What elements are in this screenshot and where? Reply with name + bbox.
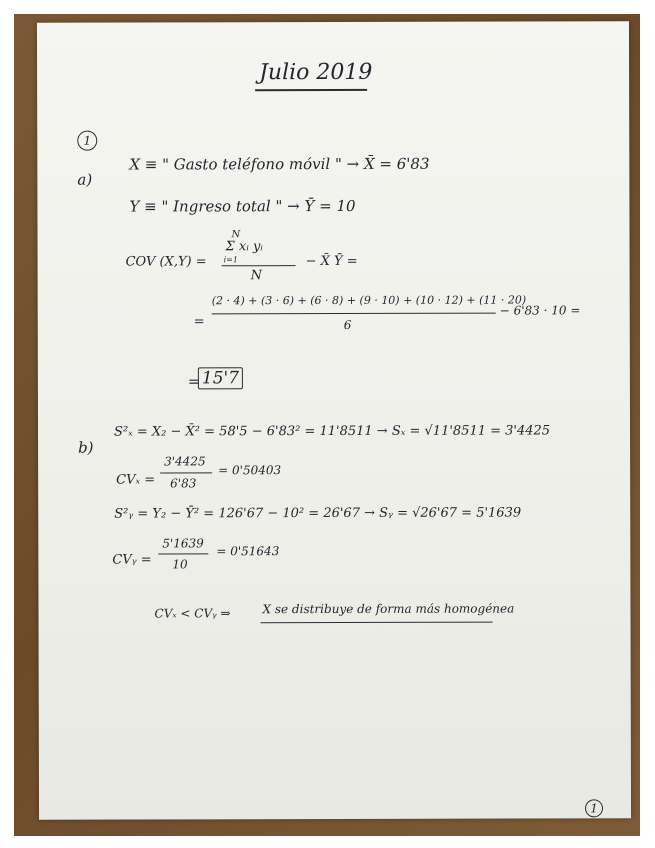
part-b-label: b) [78,438,94,457]
cov-sum: Σ xᵢ yᵢ [225,239,263,255]
cov-fraction-line [222,265,296,266]
conclusion-comparison: CVₓ < CVᵧ ⇒ [154,606,231,621]
cvy-denominator: 10 [172,557,188,572]
cov-rhs: − X̄ Ȳ = [305,253,358,270]
cvx-fraction-line [160,472,212,473]
part-a-label: a) [77,170,93,189]
cov-sum-upper: N [231,229,241,241]
conclusion-text: X se distribuye de forma más homogénea [262,601,515,617]
expand-numerator: (2 · 4) + (3 · 6) + (6 · 8) + (9 · 10) + (10 · 12) + (11 · 20) [211,293,527,308]
variance-x-line: S²ₓ = X₂ − X̄² = 58'5 − 6'83² = 11'8511 → Sₓ = √11'8511 = 3'4425 [114,423,551,440]
expand-denominator: 6 [343,317,352,332]
variable-x-definition: X ≡ " Gasto teléfono móvil " → X̄ = 6'83 [129,154,430,174]
page-number-circle [585,799,603,817]
title-underline [255,89,367,91]
variance-y-line: S²ᵧ = Y₂ − Ȳ² = 126'67 − 10² = 26'67 → Sᵧ = √26'67 = 5'1639 [114,505,522,522]
expand-tail: − 6'83 · 10 = [499,303,581,318]
cvy-fraction-line [158,553,208,554]
cov-sum-lower: i=1 [223,255,238,265]
page-number: 1 [590,801,598,816]
variable-y-definition: Y ≡ " Ingreso total " → Ȳ = 10 [129,196,356,216]
cov-denominator: N [250,268,263,284]
cvy-lhs: CVᵧ = [112,552,152,568]
covariance-result: 15'7 [198,367,243,389]
exercise-number: 1 [83,133,92,148]
handwritten-page [37,21,631,820]
cvy-rhs: = 0'51643 [216,544,280,559]
result-equals: = [187,372,201,391]
conclusion-underline [261,622,493,624]
cvx-lhs: CVₓ = [116,472,156,488]
cvx-numerator: 3'4425 [164,454,206,469]
cvx-denominator: 6'83 [170,476,197,491]
expand-fraction-line [212,313,496,315]
cov-lhs: COV (X,Y) = [125,254,207,270]
cvy-numerator: 5'1639 [162,536,204,551]
cvx-rhs: = 0'50403 [218,463,282,478]
exercise-number-circle [77,131,97,151]
expand-equals: = [193,314,205,330]
page-title: Julio 2019 [259,59,373,86]
